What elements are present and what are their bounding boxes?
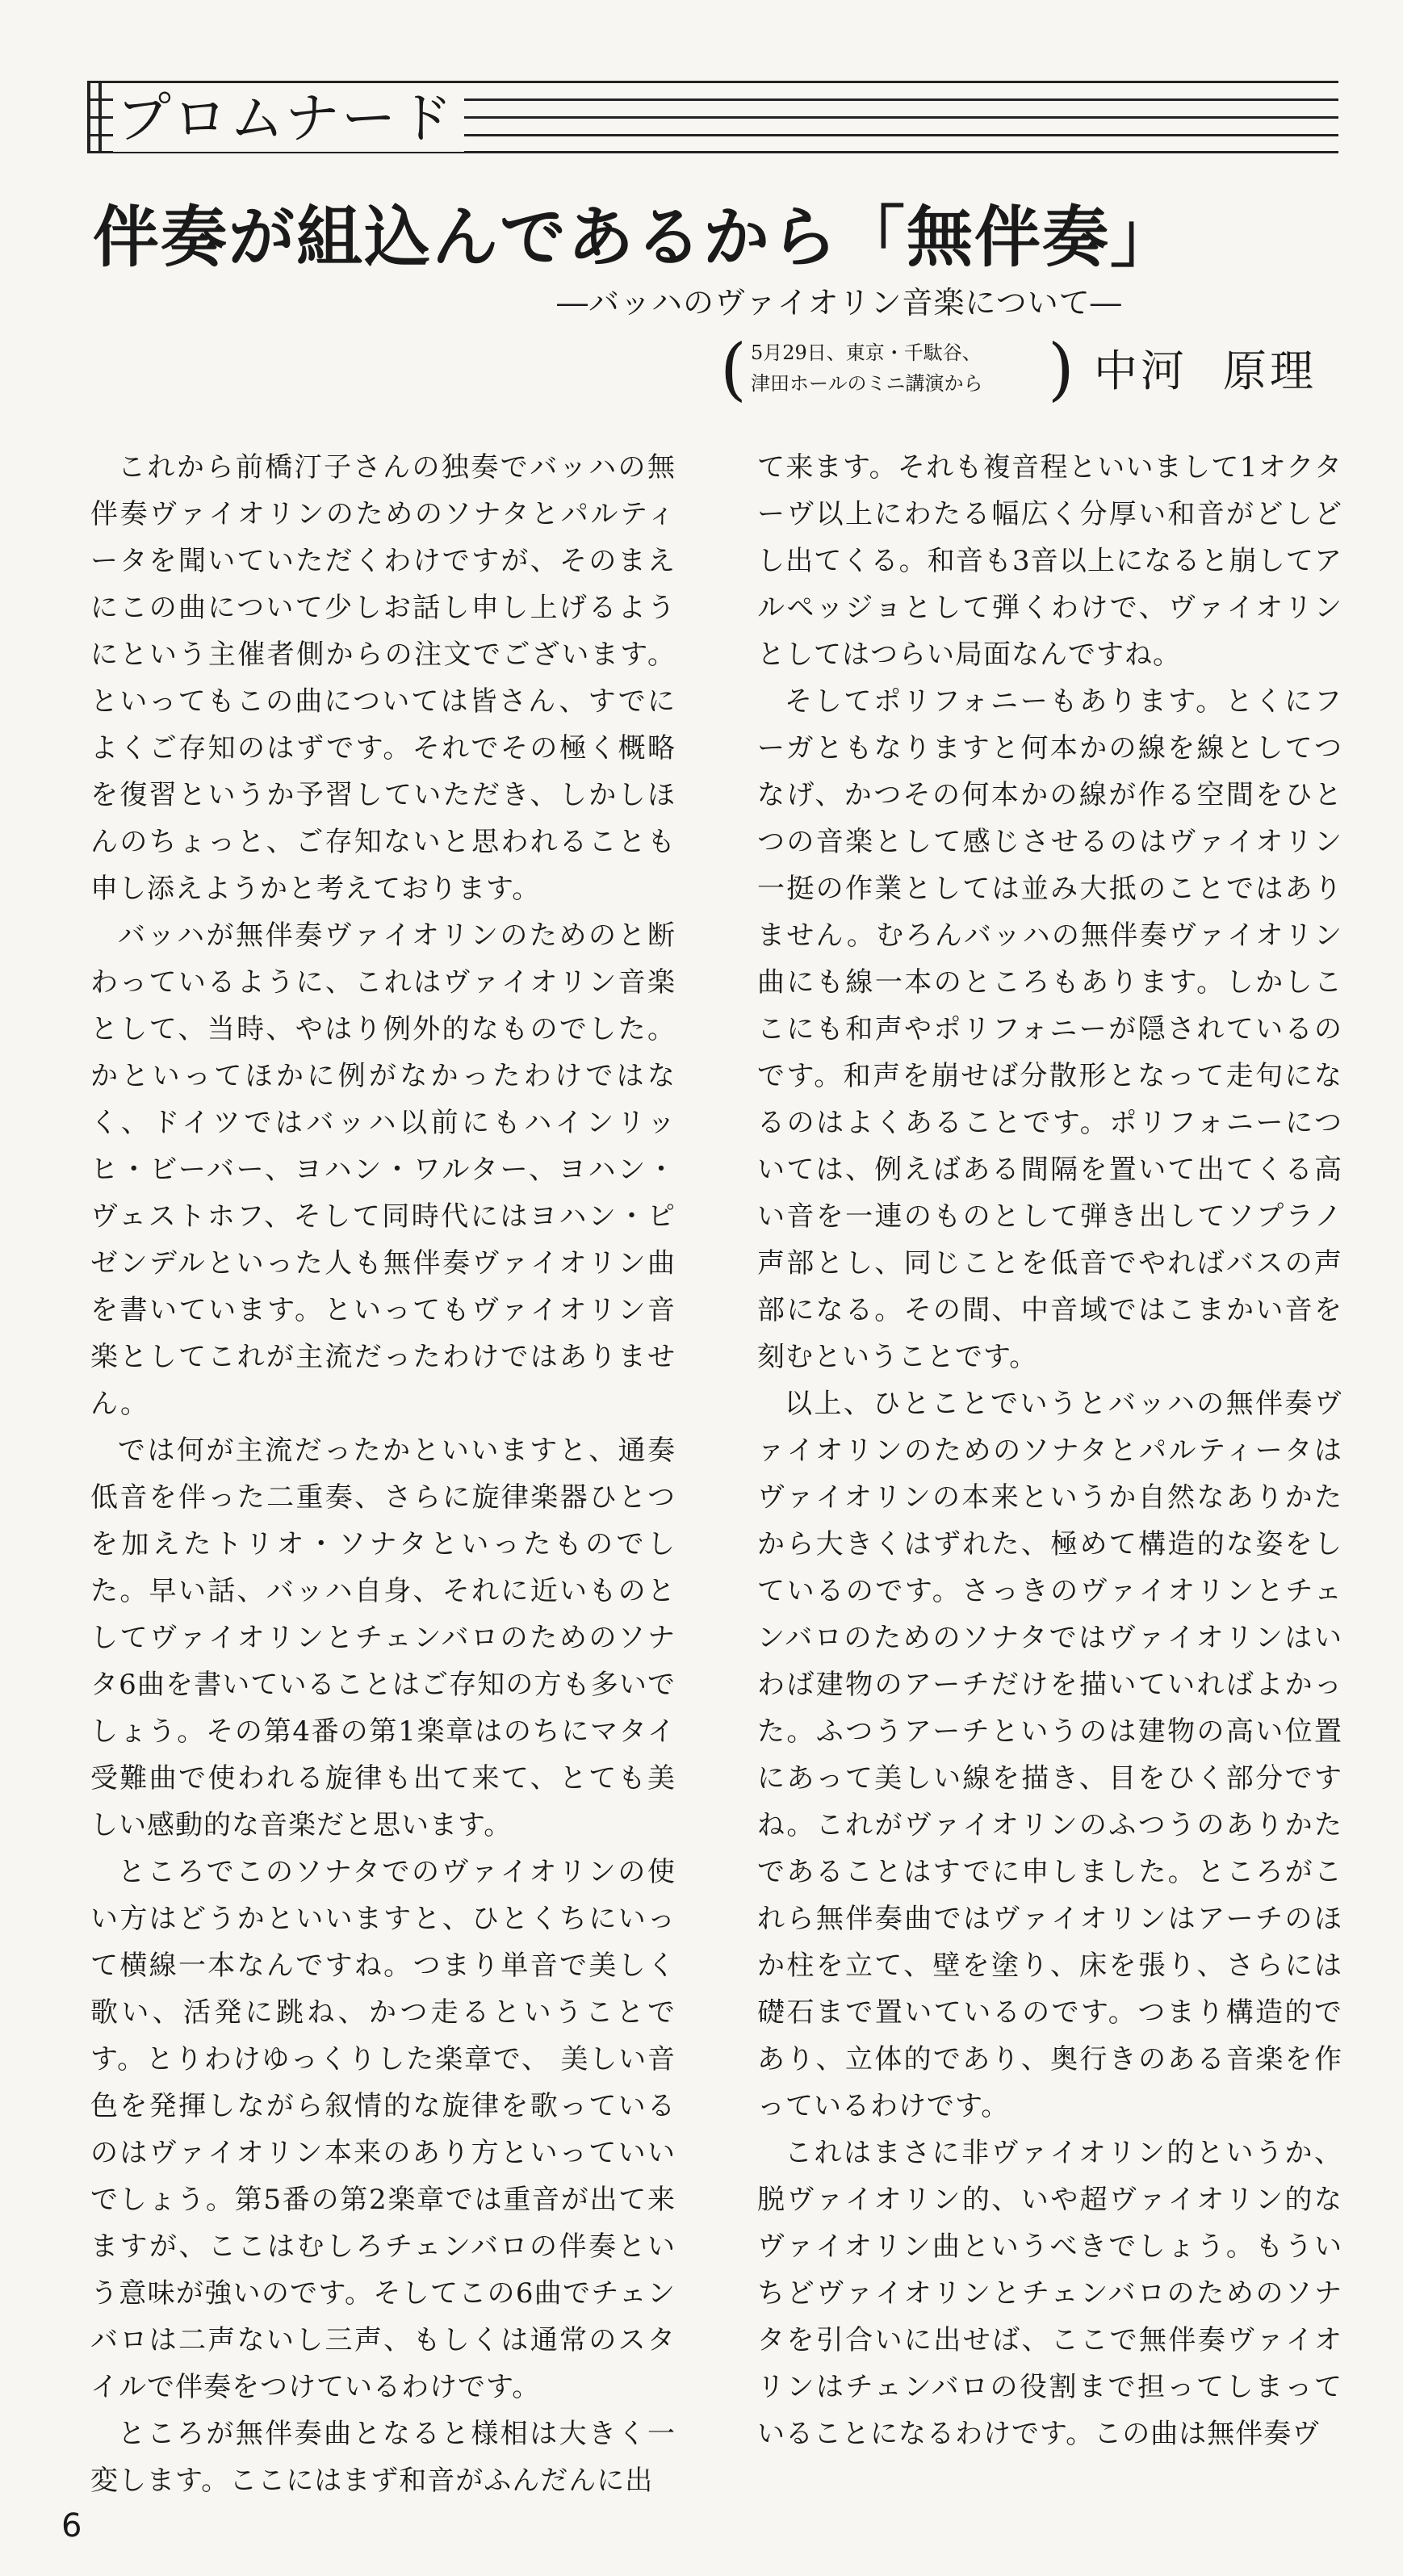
paren-open: ( [720, 329, 747, 408]
body-column-left [90, 444, 676, 2504]
paragraph-continued: て来ます。それも複音程といいまして1オクターヴ以上にわたる幅広く分厚い和音がどしどし出てくる。和音も3音以上になると崩してアルペッジョとして弾くわけで、ヴァイオリンとしてはつらい局面なんですね。 [757, 451, 1342, 671]
author-given-name: 原理 [1223, 346, 1317, 396]
paragraph: これから前橋汀子さんの独奏でバッハの無伴奏ヴァイオリンのためのソナタとパルティータを聞いていただくわけですが、そのまえにこの曲について少しお話し申し上げるようにという主催者側からの注文でございます。といってもこの曲については皆さん、すでによくご存知のはずです。それでその極く概略を復習というか予習していただき、しかしほんのちょっと、ご存知ないと思われることも申し添えようかと考えております。 [90, 451, 676, 905]
article-subtitle: ―バッハのヴァイオリン音楽について― [557, 285, 1122, 320]
author-family-name: 中河 [1094, 346, 1187, 396]
staff-line [87, 81, 1338, 83]
paragraph: ところが無伴奏曲となると様相は大きく一変します。ここにはまず和音がふんだんに出 [90, 2418, 676, 2497]
venue-line-2: 津田ホールのミニ講演から [751, 372, 983, 395]
paragraph: 以上、ひとことでいうとバッハの無伴奏ヴァイオリンのためのソナタとパルティータはヴァイオリンの本来というか自然なありかたから大きくはずれた、極めて構造的な姿をしているのです。さっきのヴァイオリンとチェンバロのためのソナタではヴァイオリンはいわば建物のアーチだけを描いていればよかった。ふつうアーチというのは建物の高い位置にあって美しい線を描き、目をひく部分ですね。これがヴァイオリンのふつうのありかたであることはすでに申しました。ところがこれら無伴奏曲ではヴァイオリンはアーチのほか柱を立て、壁を塗り、床を張り、さらには礎石まで置いているのです。つまり構造的であり、立体的であり、奥行きのある音楽を作っているわけです。 [757, 1388, 1342, 2122]
paragraph: そしてポリフォニーもあります。とくにフーガともなりますと何本かの線を線としてつなげ、かつその何本かの線が作る空間をひとつの音楽として感じさせるのはヴァイオリン一挺の作業としては並み大抵のことではありません。むろんバッハの無伴奏ヴァイオリン曲にも線一本のところもあります。しかしここにも和声やポリフォニーが隠されているのです。和声を崩せば分散形となって走句になるのはよくあることです。ポリフォニーについては、例えばある間隔を置いて出てくる高い音を一連のものとして弾き出してソプラノ声部とし、同じことを低音でやればバスの声部になる。その間、中音域ではこまかい音を刻むということです。 [757, 685, 1342, 1373]
paragraph: では何が主流だったかといいますと、通奏低音を伴った二重奏、さらに旋律楽器ひとつを加えたトリオ・ソナタといったものでした。早い話、バッハ自身、それに近いものとしてヴァイオリンとチェンバロのためのソナタ6曲を書いていることはご存知の方も多いでしょう。その第4番の第1楽章はのちにマタイ受難曲で使われる旋律も出て来て、とても美しい感動的な音楽だと思います。 [90, 1435, 676, 1841]
paragraph: これはまさに非ヴァイオリン的というか、脱ヴァイオリン的、いや超ヴァイオリン的なヴァイオリン曲というべきでしょう。もういちどヴァイオリンとチェンバロのためのソナタを引合いに出せば、ここで無伴奏ヴァイオリンはチェンバロの役割まで担ってしまっていることになるわけです。この曲は無伴奏ヴ [757, 2137, 1342, 2450]
staff-bar-line [98, 81, 102, 153]
staff-bar-line [87, 81, 90, 153]
column-section-title: プロムナード [113, 87, 464, 152]
page-number: 6 [61, 2507, 82, 2545]
author-name [1094, 343, 1336, 400]
venue-line-1: 5月29日、東京・千駄谷、 [751, 341, 982, 364]
lecture-venue-note [720, 329, 1074, 408]
paren-close: ) [1048, 329, 1074, 408]
paragraph: バッハが無伴奏ヴァイオリンのためのと断わっているように、これはヴァイオリン音楽として、当時、やはり例外的なものでした。かといってほかに例がなかったわけではなく、ドイツではバッハ以前にもハインリッヒ・ビーバー、ヨハン・ワルター、ヨハン・ヴェストホフ、そして同時代にはヨハン・ピゼンデルといった人も無伴奏ヴァイオリン曲を書いています。といってもヴァイオリン音楽としてこれが主流だったわけではありません。 [90, 919, 676, 1420]
paragraph: ところでこのソナタでのヴァイオリンの使い方はどうかといいますと、ひとくちにいって横線一本なんですね。つまり単音で美しく歌い、活発に跳ね、かつ走るということです。とりわけゆっくりした楽章で、 美しい音色を発揮しながら叙情的な旋律を歌っているのはヴァイオリン本来のあり方といっていいでしょう。第5番の第2楽章では重音が出て来ますが、ここはむしろチェンバロの伴奏という意味が強いのです。そしてこの6曲でチェンバロは二声ないし三声、もしくは通常のスタイルで伴奏をつけているわけです。 [90, 1856, 676, 2403]
body-column-right [757, 444, 1342, 2457]
article-title: 伴奏が組込んであるから「無伴奏」 [93, 199, 1179, 276]
